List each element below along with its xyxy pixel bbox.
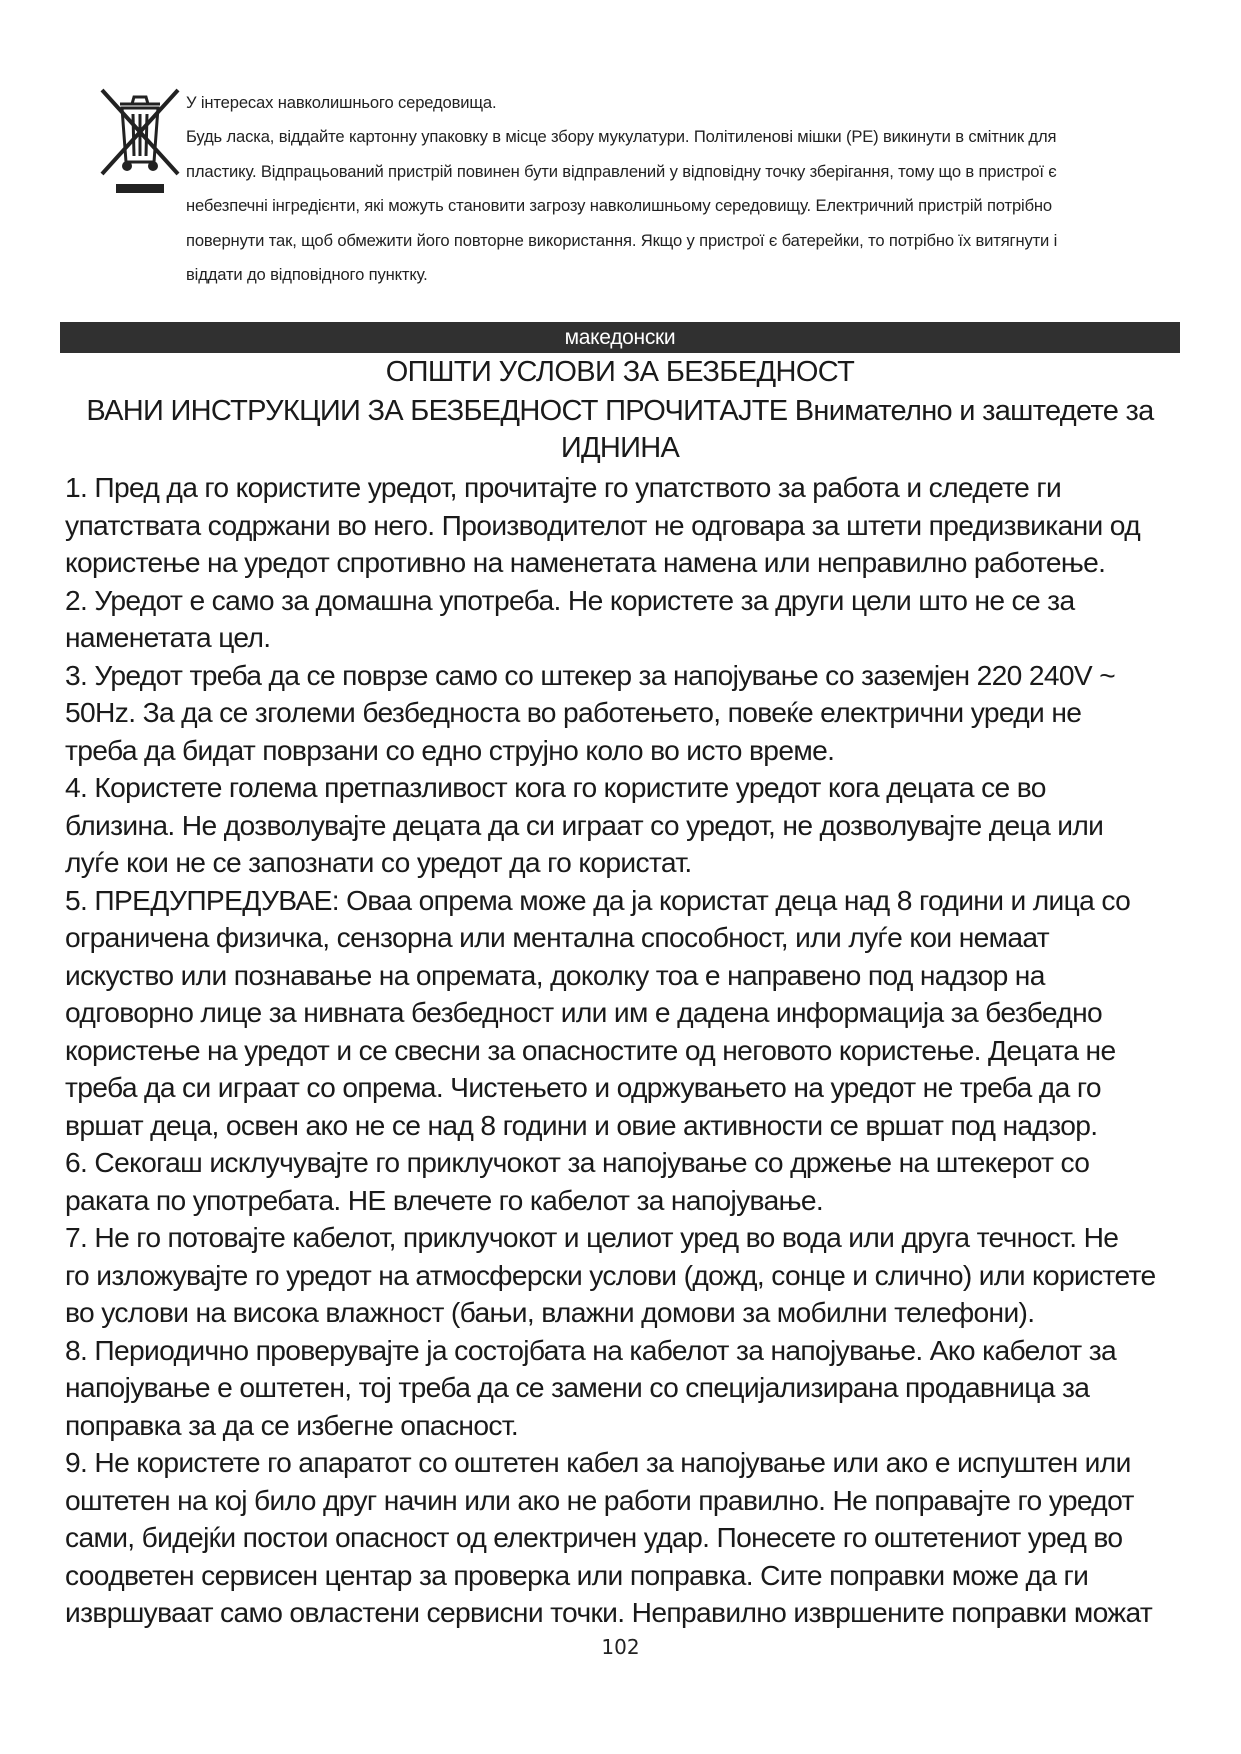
instruction-line: 50Hz. За да се зголеми безбедноста во работењето, повеќе електрични уреди не [65,696,1082,728]
instruction-line: треба да си играат со опрема. Чистењето и одржувањето на уредот не треба да го [65,1071,1101,1103]
recycling-notice-line: віддати до відповідного пунктку. [186,265,428,285]
instruction-line: 2. Уредот е само за домашна употреба. Не користете за други цели што не се за [65,583,1075,616]
recycling-notice-line: пластику. Відпрацьований пристрій повинен бути відправлений у відповідну точку зберігання, тому що в пристрої є [186,161,1057,181]
instruction-line: во услови на висока влажност (бањи, влажни домови за мобилни телефони). [65,1296,1035,1328]
instruction-line: извршуваат само овластени сервисни точки. Неправилно извршените поправки можат [65,1596,1153,1628]
recycling-notice [186,86,1186,292]
instruction-line: го изложувајте го уредот на атмосферски услови (дожд, сонце и слично) или користете [65,1258,1156,1291]
safety-instructions [65,469,1190,1632]
instruction-line: поправка за да се избегне опасност. [65,1408,519,1441]
page-title: ОПШТИ УСЛОВИ ЗА БЕЗБЕДНОСТ [385,356,855,388]
language-bar: македонски [60,322,1180,353]
instruction-line: сами, бидејќи постои опасност од електричен удар. Понесете го оштетениот уред во [65,1521,1123,1553]
instruction-line: 6. Секогаш исклучувајте го приклучокот за напојување со држење на штекерот со [65,1146,1090,1178]
instruction-line: 8. Периодично проверувајте ја состојбата на кабелот за напојување. Ако кабелот за [65,1333,1116,1366]
instruction-line: користење на уредот спротивно на наменетата намена или неправилно работење. [65,546,1106,578]
instruction-line: 5. ПРЕДУПРЕДУВАЕ: Оваа опрема може да ја користат деца над 8 години и лица со [65,883,1131,916]
instruction-line: наменетата цел. [65,621,271,653]
instruction-line: 9. Не користете го апаратот со оштетен кабел за напојување или ако е испуштен или [65,1446,1131,1478]
instruction-line: ограничена физичка, сензорна или ментална способност, или луѓе кои немаат [65,921,1050,953]
instruction-line: 7. Не го потовајте кабелот, приклучокот и целиот уред во вода или друга течност. Не [65,1221,1119,1253]
recycling-notice-line: Будь ласка, віддайте картонну упаковку в місце збору мукулатури. Політиленові мішки (PE) викинути в смітник для [186,127,1057,147]
instruction-line: користење на уредот и се свесни за опасностите од неговото користење. Децата не [65,1033,1116,1066]
recycling-notice-line: небезпечні інгредієнти, які можуть становити загрозу навколишньому середовищу. Електричний пристрій потрібно [186,196,1053,216]
instruction-line: одговорно лице за нивната безбедност или им е дадена информација за безбедно [65,996,1103,1028]
page-subtitle: ВАНИ ИНСТРУКЦИИ ЗА БЕЗБЕДНОСТ ПРОЧИТАЈТЕ Внимателно и заштедете за ИДНИНА [86,395,1154,464]
instruction-line: 1. Пред да го користите уредот, прочитајте го упатството за работа и следете ги [65,471,1062,503]
instruction-line: луѓе кои не се запознати со уредот да го користат. [65,846,692,878]
instruction-line: раката по употребата. НЕ влечете го кабелот за напојување. [65,1183,824,1216]
page-number: 102 [601,1635,640,1659]
instruction-line: упатствата содржани во него. Производителот не одговара за штети предизвикани од [65,508,1141,541]
instruction-line: близина. Не дозволувајте децата да си играат со уредот, не дозволувајте деца или [65,808,1104,841]
instruction-line: вршат деца, освен ако не се над 8 години и овие активности се вршат под надзор. [65,1108,1098,1141]
instruction-line: напојување е оштетен, тој треба да се замени со специјализирана продавница за [65,1371,1090,1403]
instruction-line: треба да бидат поврзани со едно струјно коло во исто време. [65,733,835,766]
instruction-line: искуство или познавање на опремата, доколку тоа е направено под надзор на [65,958,1045,991]
instruction-line: 4. Користете голема претпазливост кога го користите уредот кога децата се во [65,771,1046,803]
recycling-notice-line: повернути так, щоб обмежити його повторне використання. Якщо у пристрої є батерейки, то потрібно їх витягнути і [186,230,1058,250]
instruction-line: соодветен сервисен центар за проверка или поправка. Сите поправки може да ги [65,1558,1089,1591]
instruction-line: 3. Уредот треба да се поврзе само со штекер за напојување со заземјен 220 240V ~ [65,658,1116,691]
crossed-out-wheelie-bin-icon [96,82,184,198]
recycling-notice-line: У інтересах навколишнього середовища. [186,93,497,112]
instruction-line: оштетен на кој било друг начин или ако не работи правилно. Не поправајте го уредот [65,1483,1134,1516]
